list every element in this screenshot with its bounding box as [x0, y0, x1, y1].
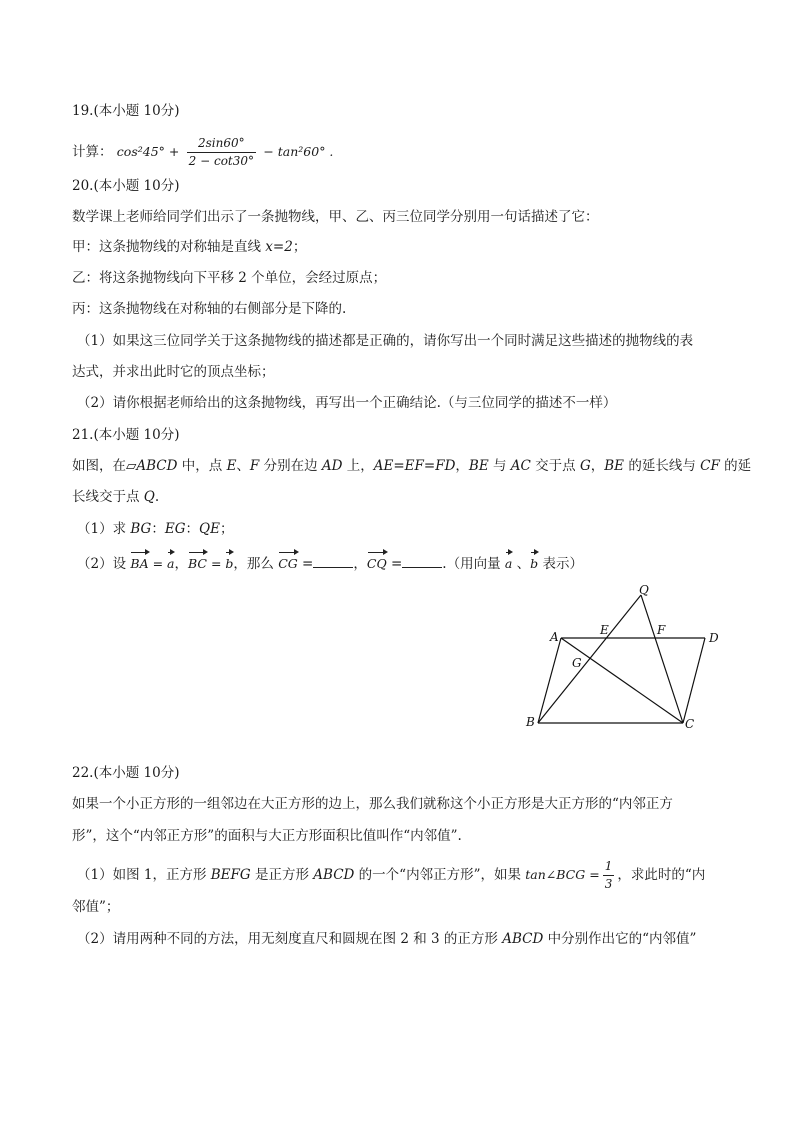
q21-line1	[72, 456, 751, 476]
edge-AB	[538, 638, 561, 723]
q21-t17: ，	[590, 458, 605, 474]
q19-expr-part1: cos²45° +	[116, 144, 180, 159]
line-BQ	[538, 595, 641, 723]
q21-p1e: ：	[185, 521, 199, 537]
q20-bing: 丙：这条抛物线在对称轴的右侧部分是下降的.	[72, 301, 347, 317]
q20-part1-line2: 达式，并求出此时它的顶点坐标；	[72, 364, 275, 380]
vector-BA: BA	[130, 554, 148, 574]
label-E: E	[600, 623, 609, 637]
q22-part2	[77, 929, 696, 949]
vector-a: a	[167, 554, 174, 574]
q21-l2a: 长线交于点	[72, 489, 144, 505]
q22-p1d: ABCD	[313, 867, 355, 883]
q21-t20: CF	[700, 458, 720, 474]
q21-p1b: BG	[130, 521, 152, 537]
q22-p1c: 是正方形	[250, 867, 314, 883]
q21-t18: BE	[604, 458, 625, 474]
q19-calc-label: 计算：	[72, 144, 113, 160]
label-F: F	[657, 623, 666, 637]
vector-a-ref: a	[505, 554, 512, 574]
q22-tan-expr: tan∠BCG =	[525, 867, 600, 882]
q21-p2a: （2）设	[77, 556, 131, 572]
q21-eq-b: =	[206, 556, 226, 571]
q21-line2	[72, 487, 159, 507]
q21-t16: G	[579, 458, 591, 474]
edge-DC	[683, 638, 705, 723]
parallelogram-figure	[520, 578, 735, 733]
q21-l2c: .	[154, 489, 160, 505]
q21-comma1: ，	[174, 556, 188, 572]
q22-fraction	[603, 859, 615, 892]
q20-part1-line1: （1）如果这三位同学关于这条抛物线的描述都是正确的，请你写出一个同时满足这些描述的抛物线的表	[77, 333, 694, 349]
answer-blank-CG[interactable]	[313, 555, 353, 568]
q22-p2c: 中分别作出它的“内邻值”	[543, 931, 697, 947]
diagonal-AC	[561, 638, 683, 723]
q19-frac-num: 2sin60°	[187, 136, 256, 153]
label-B: B	[526, 715, 535, 729]
vector-b: b	[225, 554, 233, 574]
q22-frac-num: 1	[603, 859, 615, 876]
q20-part2: （2）请你根据老师给出的这条抛物线，再写出一个正确结论.（与三位同学的描述不一样）	[77, 395, 617, 411]
q22-p2b: ABCD	[502, 931, 544, 947]
q21-part1	[77, 519, 233, 539]
q21-p2d: =	[386, 556, 403, 572]
q21-p2c: =	[297, 556, 314, 572]
q21-t15: 交于点	[530, 458, 580, 474]
q22-p1a: （1）如图 1，正方形	[77, 867, 211, 883]
q21-t9: 上，	[342, 458, 374, 474]
q20-jia-b: x=2	[265, 239, 293, 255]
label-G: G	[572, 656, 582, 670]
q22-p2a: （2）请用两种不同的方法，用无刻度直尺和圆规在图 2 和 3 的正方形	[77, 931, 503, 947]
q21-comma2: ，	[353, 556, 367, 572]
q21-t12: BE	[468, 458, 489, 474]
q21-t7: 分别在边	[259, 458, 322, 474]
q21-t8: AD	[321, 458, 343, 474]
label-C: C	[685, 717, 695, 731]
q19-expr-part2: − tan²60° .	[263, 144, 334, 159]
q22-line1: 如果一个小正方形的一组邻边在大正方形的边上，那么我们就称这个小正方形是大正方形的“内邻正方	[72, 796, 673, 812]
q20-jia-a: 甲：这条抛物线的对称轴是直线	[72, 239, 266, 255]
q19-expression	[72, 136, 333, 169]
q22-p1f: ，求此时的“内	[617, 867, 706, 883]
label-A: A	[550, 630, 559, 644]
vector-b-ref: b	[530, 554, 538, 574]
q21-t19: 的延长线与	[624, 458, 701, 474]
q21-p1d: EG	[164, 521, 186, 537]
label-D: D	[709, 631, 719, 645]
q22-header: 22.(本小题 10分)	[72, 765, 180, 781]
q22-p1e: 的一个“内邻正方形”，如果	[354, 867, 526, 883]
q21-t10: AE=EF=FD	[373, 458, 456, 474]
q20-header: 20.(本小题 10分)	[72, 178, 180, 194]
q20-yi: 乙：将这条抛物线向下平移 2 个单位，会经过原点；	[72, 270, 387, 286]
q19-header: 19.(本小题 10分)	[72, 103, 180, 119]
q21-p2f: 、	[512, 556, 531, 572]
q21-part2	[77, 554, 583, 574]
q21-t1: 如图，在▱	[72, 458, 137, 474]
q21-t14: AC	[510, 458, 531, 474]
vector-CG: CG	[278, 554, 298, 574]
q21-t4: E	[226, 458, 237, 474]
q22-line2: 形”，这个“内邻正方形”的面积与大正方形面积比值叫作“内邻值”.	[72, 828, 462, 844]
vector-BC: BC	[188, 554, 207, 574]
q21-p2e: .（用向量	[442, 556, 505, 572]
q22-part1-line2: 邻值”；	[72, 899, 120, 915]
q21-t21: 的延	[719, 458, 752, 474]
q20-intro: 数学课上老师给同学们出示了一条抛物线，甲、乙、丙三位同学分别用一句话描述了它：	[72, 209, 599, 225]
line-CQ	[641, 595, 683, 723]
q21-p1a: （1）求	[77, 521, 131, 537]
q21-header: 21.(本小题 10分)	[72, 427, 180, 443]
q21-t3: 中，点	[177, 458, 227, 474]
q21-p2g: 表示）	[538, 556, 583, 572]
q19-fraction	[187, 136, 256, 169]
q22-p1b: BEFG	[210, 867, 251, 883]
q19-frac-den: 2 − cot30°	[188, 154, 255, 168]
q21-p1f: QE	[199, 521, 220, 537]
q21-t6: F	[249, 458, 260, 474]
q22-frac-den: 3	[604, 877, 613, 891]
q22-part1	[77, 859, 705, 892]
q20-jia	[72, 237, 306, 257]
q21-t11: ，	[455, 458, 469, 474]
answer-blank-CQ[interactable]	[402, 555, 442, 568]
q21-t5: 、	[236, 458, 250, 474]
q21-l2b: Q	[143, 489, 155, 505]
q21-t2: ABCD	[136, 458, 178, 474]
q21-p1c: ：	[151, 521, 165, 537]
q21-p1g: ；	[219, 521, 234, 537]
vector-CQ: CQ	[367, 554, 387, 574]
q21-t13: 与	[488, 458, 511, 474]
label-Q: Q	[639, 583, 649, 597]
q20-jia-c: ；	[292, 239, 307, 255]
q21-eq-a: =	[148, 556, 168, 571]
q21-p2b: ，那么	[233, 556, 279, 572]
